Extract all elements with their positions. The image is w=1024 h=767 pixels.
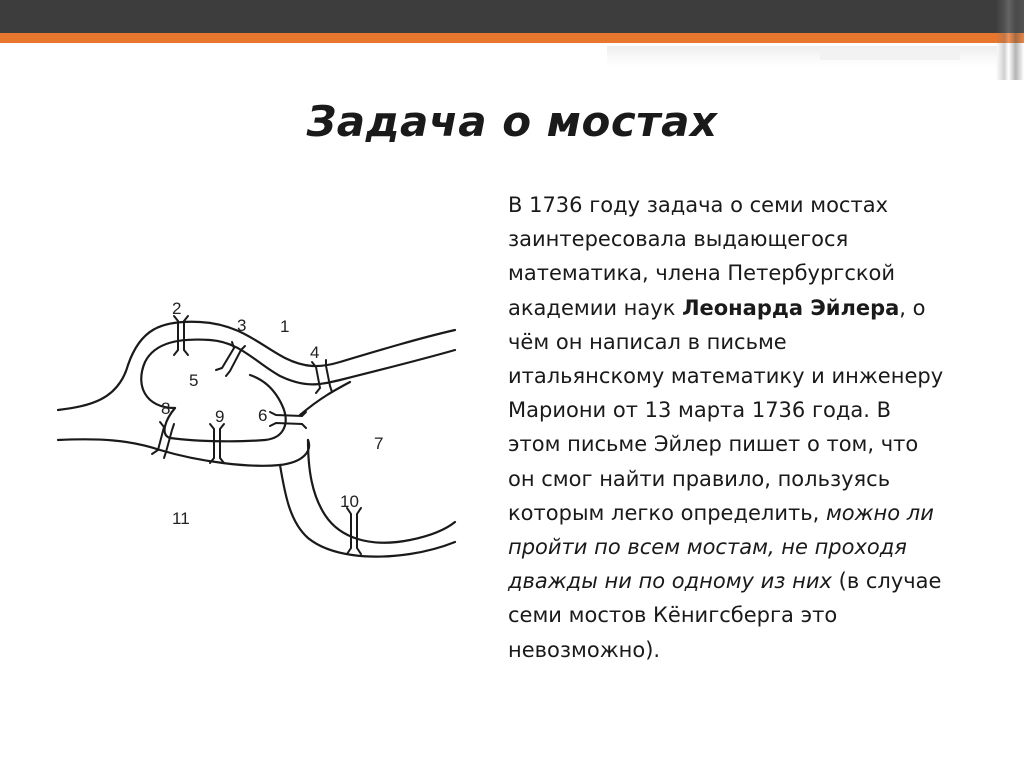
slide-paragraph: [508, 188, 948, 667]
bridge-9: [210, 424, 224, 463]
page-curl-decoration: [996, 0, 1024, 80]
label-7: 7: [374, 434, 384, 453]
label-4: 4: [310, 343, 320, 362]
island-bottom: [165, 375, 286, 441]
label-1: 1: [280, 317, 290, 336]
river-channel-right-a: [300, 382, 350, 415]
river-channel-right-c: [280, 465, 455, 557]
river-channel-right-b: [308, 440, 455, 543]
label-3: 3: [237, 316, 247, 335]
euler-name: Леонарда Эйлера: [682, 295, 900, 320]
bridges-diagram: [50, 290, 470, 580]
paragraph-intro: В 1736 году задача о семи мостах заинтересовала выдающегося математика, члена Петербургской академии наук: [508, 193, 896, 320]
paragraph-question: можно ли пройти по всем мостам, не проходя дважды ни по одному из них: [508, 500, 934, 594]
header-shadow-detail: [820, 48, 960, 60]
river-bank-lower-left: [58, 439, 309, 465]
label-6: 6: [258, 406, 268, 425]
paragraph-middle: , о чём он написал в письме итальянскому математику и инженеру Мариони от 13 марта 1736 года. В этом письме Эйлер пишет о том, что он смог найти правило, пользуясь которым легко определить,: [508, 295, 944, 525]
label-2: 2: [172, 299, 182, 318]
slide-title: Задача о мостах: [306, 97, 718, 146]
label-11: 11: [172, 509, 190, 528]
bridge-10: [347, 508, 361, 554]
header-accent-stripe: [0, 33, 1024, 43]
header-bar: [0, 0, 1024, 33]
paragraph-ending: (в случае семи мостов Кёнигсберга это невозможно).: [508, 569, 942, 662]
label-10: 10: [340, 492, 359, 511]
label-5: 5: [189, 371, 199, 390]
label-9: 9: [215, 407, 225, 426]
label-8: 8: [161, 399, 171, 418]
bridge-3: [216, 342, 245, 376]
